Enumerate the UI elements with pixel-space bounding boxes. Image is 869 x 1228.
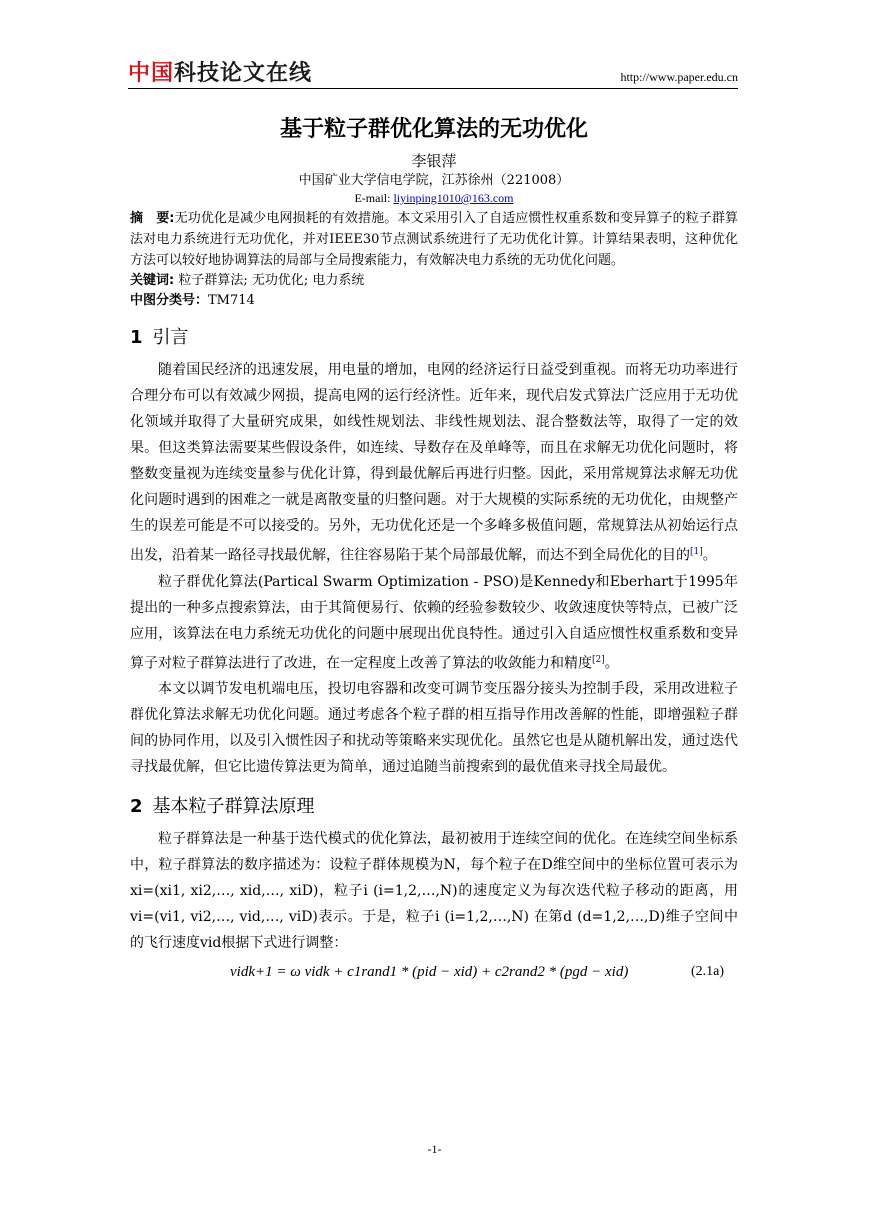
keywords: 关键词: 粒子群算法; 无功优化; 电力系统: [130, 273, 365, 288]
paragraph: 随着国民经济的迅速发展，用电量的增加，电网的经济运行日益受到重视。而将无功功率进行合理分布可以有效减少网损，提高电网的运行经济性。近年来，现代启发式算法广泛应用于无功优化领域并取得了大量研究成果，如线性规划法、非线性规划法、混合整数法等，取得了一定的效果。但这类算法需要某些假设条件，如连续、导数存在及单峰等，而且在求解无功优化问题时，将整数变量视为连续变量参与优化计算，得到最优解后再进行归整。因此，采用常规算法求解无功优化问题时遇到的困难之一就是离散变量的归整问题。对于大规模的实际系统的无功优化，由规整产生的误差可能是不可以接受的。另外，无功优化还是一个多峰多极值问题，常规算法从初始运行点出发，沿着某一路径寻找最优解，往往容易陷于某个局部最优解，而达不到全局优化的目的[1]。: [130, 362, 738, 564]
classification: 中图分类号：TM714: [130, 293, 255, 308]
paper-title: 基于粒子群优化算法的无功优化: [279, 117, 588, 142]
equation-2-1a: [130, 960, 738, 990]
citation-ref[interactable]: [1]: [690, 547, 703, 557]
equation-body: vidk+1 = ω vidk + c1rand1 * (pid − xid) + c2rand2 * (pgd − xid): [230, 964, 629, 981]
paragraph: 粒子群算法是一种基于迭代模式的优化算法，最初被用于连续空间的优化。在连续空间坐标系中，粒子群算法的数序描述为：设粒子群体规模为N，每个粒子在D维空间中的坐标位置可表示为xi=(xi1, xi2,…, xid,…, xiD)，粒子i (i=1,2,…,N)的速度定义为每次迭代粒子移动的距离，用vi=(vi1, vi2,…, vid,…, viD)表示。于是，粒子i (i=1,2,…,N) 在第d (d=1,2,…,D)维子空间中的飞行速度vid根据下式进行调整：: [130, 831, 738, 952]
header-url[interactable]: http://www.paper.edu.cn: [620, 70, 738, 84]
abstract-text: 无功优化是减少电网损耗的有效措施。本文采用引入了自适应惯性权重系数和变异算子的粒子群算法对电力系统进行无功优化，并对IEEE30节点测试系统进行了无功优化计算。计算结果表明，这种优化方法可以较好地协调算法的局部与全局搜索能力，有效解决电力系统的无功优化问题。: [130, 211, 738, 268]
citation-ref[interactable]: [2]: [592, 654, 605, 665]
author: 李银萍: [411, 152, 457, 170]
paper-body: [130, 112, 738, 990]
journal-logo: 中国科技论文在线: [128, 61, 313, 86]
abstract-label: 摘 要:: [130, 211, 175, 226]
email-link[interactable]: liyinping1010@163.com: [393, 191, 514, 205]
section-heading-2: 2 基本粒子群算法原理: [130, 796, 315, 818]
paragraph: 本文以调节发电机端电压，投切电容器和改变可调节变压器分接头为控制手段，采用改进粒子群优化算法求解无功优化问题。通过考虑各个粒子群的相互指导作用改善解的性能，即增强粒子群间的协同作用，以及引入惯性因子和扰动等策略来实现优化。虽然它也是从随机解出发，通过迭代寻找最优解，但它比遗传算法更为简单，通过追随当前搜索到的最优值来寻找全局最优。: [130, 681, 738, 776]
page-header: [128, 60, 738, 89]
section-heading-1: 1 引言: [130, 327, 189, 348]
equation-tag: (2.1a): [690, 964, 724, 980]
page-number: -1-: [427, 1142, 442, 1156]
affiliation: 中国矿业大学信电学院，江苏徐州（221008）: [298, 173, 570, 188]
abstract: [130, 208, 738, 271]
keywords-label: 关键词:: [130, 273, 175, 288]
paragraph: 粒子群优化算法(Partical Swarm Optimization - PSO)是Kennedy和Eberhart于1995年提出的一种多点搜索算法，由于其简便易行、依赖的经验参数较少、收敛速度快等特点，已被广泛应用，该算法在电力系统无功优化的问题中展现出优良特性。通过引入自适应惯性权重系数和变异算子对粒子群算法进行了改进，在一定程度上改善了算法的收敛能力和精度[2]。: [130, 573, 738, 672]
classification-label: 中图分类号：: [130, 293, 209, 308]
email-line: E-mail: liyinping1010@163.com: [354, 191, 514, 205]
